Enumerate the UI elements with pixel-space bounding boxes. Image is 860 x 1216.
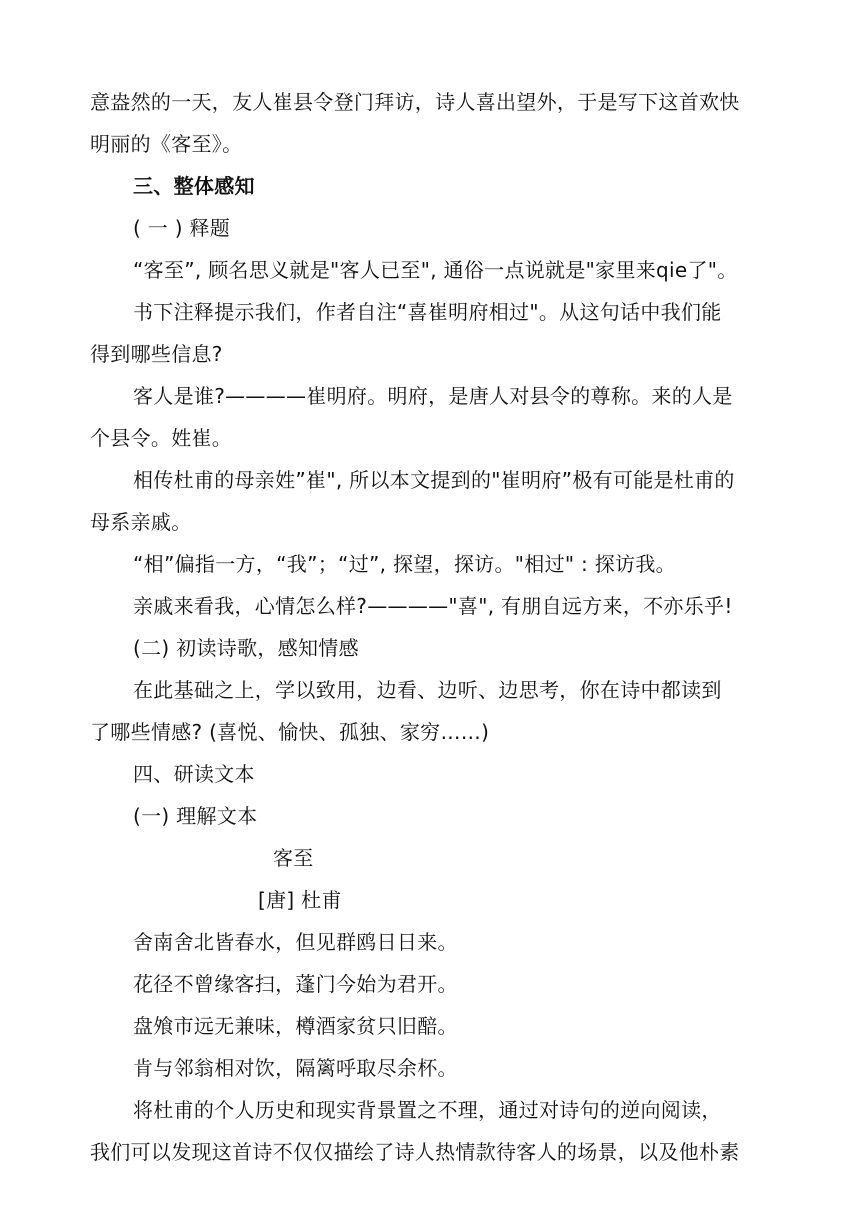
section-heading: 四、研读文本 [133,762,255,786]
poem-author: [唐] 杜甫 [258,888,342,912]
paragraph-line: 意盎然的一天，友人崔县令登门拜访，诗人喜出望外，于是写下这首欢快 [90,90,740,114]
paragraph-line: 明丽的《客至》。 [90,132,243,156]
paragraph-line: 我们可以发现这首诗不仅仅描绘了诗人热情款待客人的场景，以及他朴素 [90,1140,740,1164]
subsection-heading: ( 一 ) 释题 [133,216,231,240]
paragraph-line: 得到哪些信息? [90,342,223,366]
paragraph-line: 在此基础之上，学以致用，边看、边听、边思考，你在诗中都读到 [133,678,722,702]
paragraph-line: 书下注释提示我们，作者自注“喜崔明府相过"。从这句话中我们能 [133,300,722,324]
poem-line: 盘飧市远无兼味，樽酒家贫只旧醅。 [133,1014,458,1038]
paragraph-line: 相传杜甫的母亲姓”崔", 所以本文提到的"崔明府”极有可能是杜甫的 [133,468,735,492]
paragraph-line: 将杜甫的个人历史和现实背景置之不理，通过对诗句的逆向阅读， [133,1098,722,1122]
paragraph-line: “相”偏指一方，“我”；“过”, 探望，探访。"相过" : 探访我。 [133,552,676,576]
paragraph-line: 客人是谁?————崔明府。明府，是唐人对县令的尊称。来的人是 [133,384,733,408]
paragraph-line: 母系亲戚。 [90,510,192,534]
paragraph-line: 亲戚来看我，心情怎么样?————"喜", 有朋自远方来，不亦乐乎! [133,594,733,618]
subsection-heading: (二) 初读诗歌，感知情感 [133,636,359,660]
poem-line: 花径不曾缘客扫，蓬门今始为君开。 [133,972,458,996]
paragraph-line: 了哪些情感? (喜悦、愉快、孤独、家穷……) [90,720,490,744]
poem-line: 舍南舍北皆春水，但见群鸥日日来。 [133,930,458,954]
paragraph-line: 个县令。姓崔。 [90,426,233,450]
subsection-heading: (一) 理解文本 [133,804,258,828]
poem-title: 客至 [273,846,314,870]
paragraph-line: “客至”, 顾名思义就是"客人已至", 通俗一点说就是"家里来qie了"。 [133,258,738,282]
section-heading: 三、整体感知 [133,174,255,198]
poem-line: 肯与邻翁相对饮，隔篱呼取尽余杯。 [133,1056,458,1080]
